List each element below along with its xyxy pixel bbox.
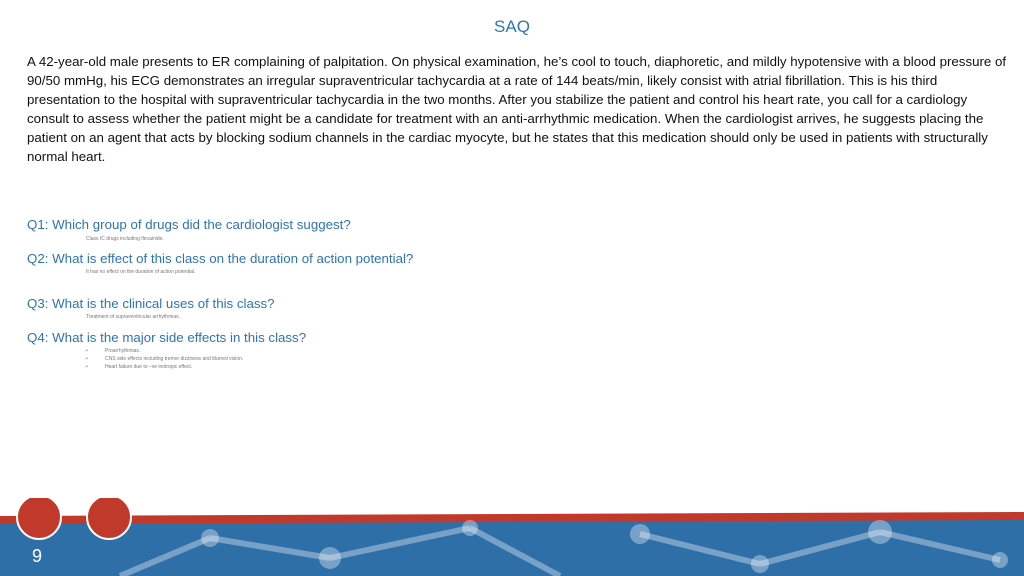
side-effect-item: • Proarrhythmias. [86,348,141,354]
bullet-icon: • [86,356,88,362]
side-effect-item: • Heart failure due to –ve inotropic effect. [86,364,193,370]
bullet-icon: • [86,348,88,354]
answer-2: It has no effect on the duration of action potential. [86,269,196,275]
bullet-icon: • [86,364,88,370]
page-number: 9 [32,546,43,566]
question-3: Q3: What is the clinical uses of this class? [27,296,275,311]
answer-1: Class IC drugs including flecainide. [86,236,164,242]
footer-molecule-banner [0,498,1024,576]
question-4: Q4: What is the major side effects in this class? [27,330,307,345]
side-effect-item: • CNS side effects including tremor dizziness and blurred vision. [86,356,244,362]
question-1: Q1: Which group of drugs did the cardiologist suggest? [27,217,351,232]
question-2: Q2: What is effect of this class on the duration of action potential? [27,251,414,266]
slide-title: SAQ [494,17,530,36]
answer-3: Treatment of supraventricular arrhythmias. [86,314,181,320]
case-description: A 42-year-old male presents to ER complaining of palpitation. On physical examination, he’s cool to touch, diaphoretic, and mildly hypotensive with a blood pressure of 90/50 mmHg, his ECG demonstrates an irregular supraventricular tachycardia at a rate of 144 beats/min, likely consist with atrial fibrillation. This is his third presentation to the hospital with supraventricular tachycardia in the two months. After you stabilize the patient and control his heart rate, you call for a cardiology consult to assess whether the patient might be a candidate for treatment with an anti-arrhythmic medication. When the cardiologist arrives, he suggests placing the patient on an agent that acts by blocking sodium channels in the cardiac myocyte, but he states that this medication should only be used in patients with structurally normal heart. [27,54,1007,164]
